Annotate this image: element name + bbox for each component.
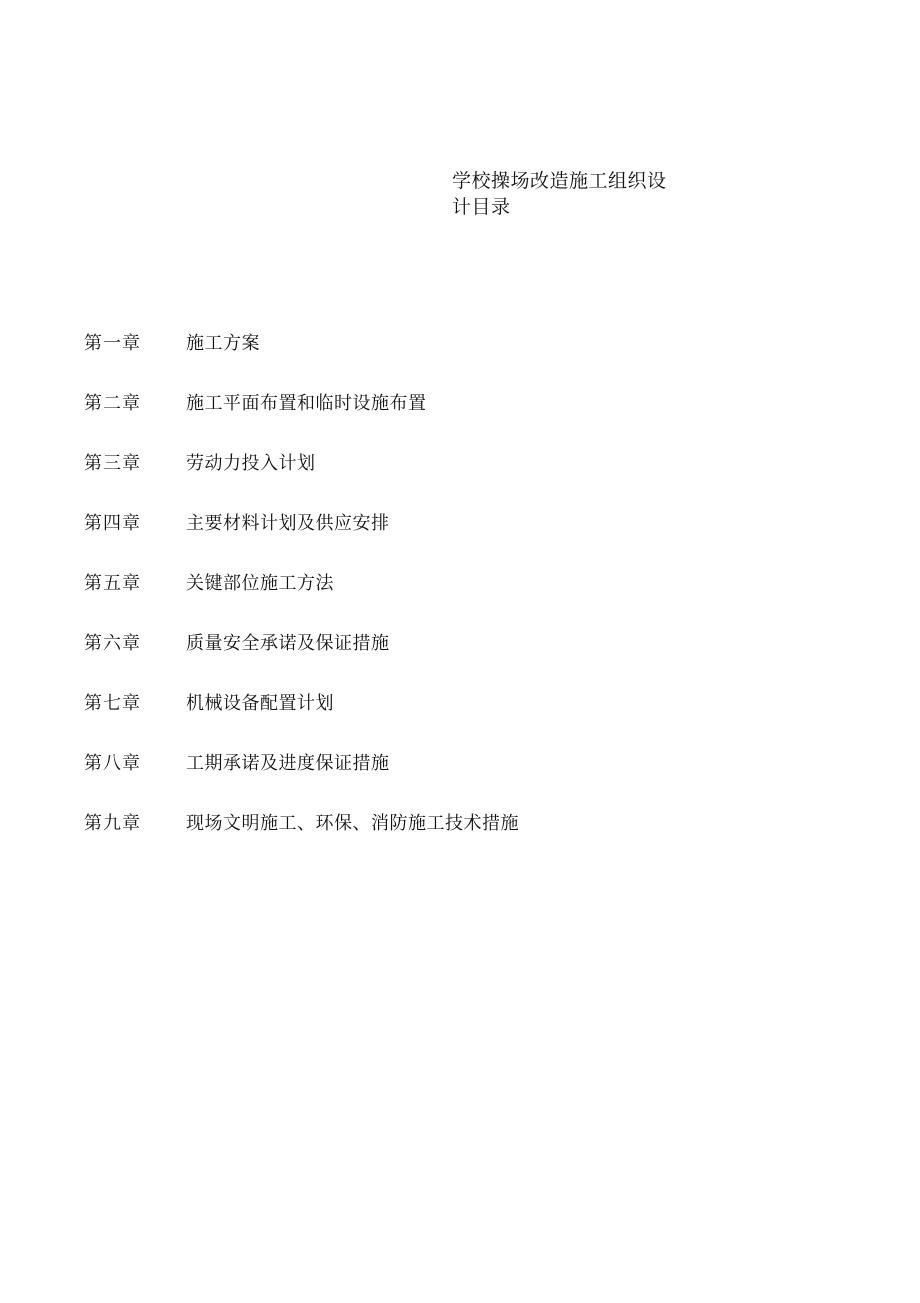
chapter-title: 主要材料计划及供应安排 [186,513,390,534]
toc-item-3 [84,432,519,492]
chapter-number: 第五章 [84,573,141,594]
toc-item-2 [84,372,519,432]
chapter-title: 现场文明施工、环保、消防施工技术措施 [186,813,519,834]
chapter-number: 第四章 [84,513,141,534]
chapter-title: 机械设备配置计划 [186,693,334,714]
chapter-number: 第二章 [84,393,141,414]
toc-item-6 [84,612,519,672]
chapter-number: 第三章 [84,453,141,474]
chapter-number: 第七章 [84,693,141,714]
toc-item-4 [84,492,519,552]
chapter-number: 第六章 [84,633,141,654]
chapter-title: 关键部位施工方法 [186,573,334,594]
chapter-number: 第九章 [84,813,141,834]
chapter-title: 质量安全承诺及保证措施 [186,633,390,654]
chapter-title: 劳动力投入计划 [186,453,316,474]
document-title [452,168,692,220]
chapter-number: 第八章 [84,753,141,774]
chapter-title: 施工方案 [186,333,260,354]
toc-item-1 [84,312,519,372]
document-title-line-1: 学校操场改造施工组织设 [452,170,667,192]
chapter-title: 工期承诺及进度保证措施 [186,753,390,774]
toc-item-5 [84,552,519,612]
chapter-title: 施工平面布置和临时设施布置 [186,393,427,414]
chapter-number: 第一章 [84,333,141,354]
toc-item-8 [84,732,519,792]
document-title-line-2: 计目录 [452,196,511,218]
toc-item-7 [84,672,519,732]
toc-item-9 [84,792,519,852]
table-of-contents [84,312,519,852]
